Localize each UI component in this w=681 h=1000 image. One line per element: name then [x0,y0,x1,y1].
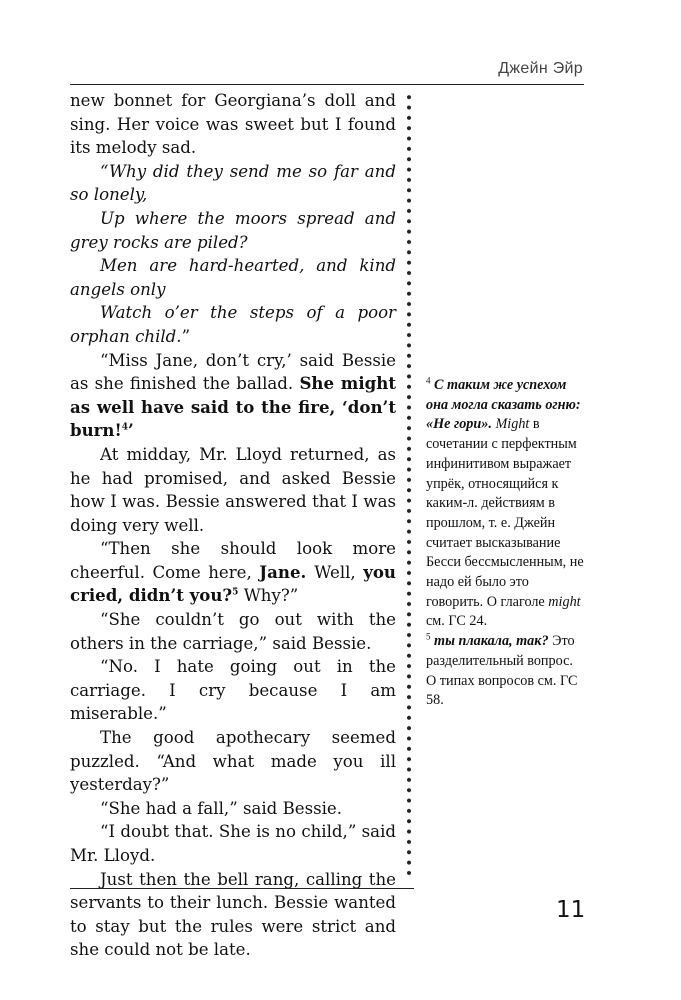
paragraph-miss-jane [70,349,396,443]
paragraph-cheerful-end: Why?” [238,586,299,606]
paragraph-continuation: new bonnet for Georgiana’s doll and sing. Her voice was sweet but I found its melody sad. [70,91,396,158]
footnote-ref-4: 4 [121,422,129,433]
margin-notes [426,376,586,711]
paragraph-miss-jane-bold: She might as well have said to the fire, ‘don’t burn! [70,373,396,441]
ballad-close-quote: ” [181,326,191,346]
footnote-4-might: Might [495,416,530,433]
paragraph-cheerful-well: Well, [314,562,364,582]
dotted-divider [405,92,413,878]
ballad-verse-4 [70,301,396,348]
paragraph-miss-jane-start: “Miss Jane, don’t cry,’ said Bessie as she finished the ballad. [70,350,396,394]
paragraph-miss-jane-end: ’ [128,420,134,441]
paragraph-doubt: “I doubt that. She is no child,” said Mr. Lloyd. [70,822,396,865]
main-text-column [70,89,396,962]
paragraph-hate-carriage: “No. I hate going out in the carriage. I cry because I am miserable.” [70,657,396,724]
footnote-5-translation: ты плакала, так? [434,633,549,650]
paragraph-carriage-bessie: “She couldn’t go out with the others in the carriage,” said Bessie. [70,610,396,653]
footnote-5-number: 5 [426,631,431,642]
footnote-4 [426,376,586,632]
footnote-4-explanation: в сочетании с перфектным инфинитивом выражает упрёк, относящийся к каким-л. действиям в прошлом, т. е. Джейн считает высказывание Бесси бессмысленным, не надо ей было это говорить. О глаголе [426,416,584,610]
paragraph-apothecary: The good apothecary seemed puzzled. “And what made you ill yesterday?” [70,728,396,795]
ballad-verse-3: Men are hard-hearted, and kind angels only [70,256,396,299]
paragraph-fall: “She had a fall,” said Bessie. [100,798,343,818]
bottom-rule [70,888,414,889]
footnote-4-reference: см. ГС 24. [426,613,488,630]
footnote-ref-5: 5 [232,587,239,598]
paragraph-cheerful [70,537,396,608]
paragraph-midday: At midday, Mr. Lloyd returned, as he had promised, and asked Bessie how I was. Bessie answered that I was doing very well. [70,444,396,535]
footnote-4-number: 4 [426,375,431,386]
ballad-verse-2: Up where the moors spread and grey rocks are piled? [70,208,396,252]
running-header-title: Джейн Эйр [498,60,583,77]
header-rule [70,84,584,85]
footnote-5 [426,632,586,711]
paragraph-cheerful-bold: you cried, didn’t you? [70,561,396,606]
paragraph-cheerful-start: “Then she should look more cheerful. Come here, [70,539,396,582]
paragraph-bell: Just then the bell rang, calling the servants to their lunch. Bessie wanted to stay but the rules were strict and she could not be late. [70,869,396,960]
footnote-4-might-2: might [548,593,581,610]
footnote-4-translation: С таким же успехом она могла сказать огню: «Не гори». [426,377,581,433]
footnote-5-explanation: Это разделительный вопрос. О типах вопросов см. ГС 58. [426,633,578,709]
ballad-verse-1: “Why did they send me so far and so lonely, [70,161,396,205]
paragraph-cheerful-jane: Jane. [259,561,315,582]
ballad-verse-4-text: Watch o’er the steps of a poor orphan child. [70,303,396,346]
page-number: 11 [556,897,586,923]
